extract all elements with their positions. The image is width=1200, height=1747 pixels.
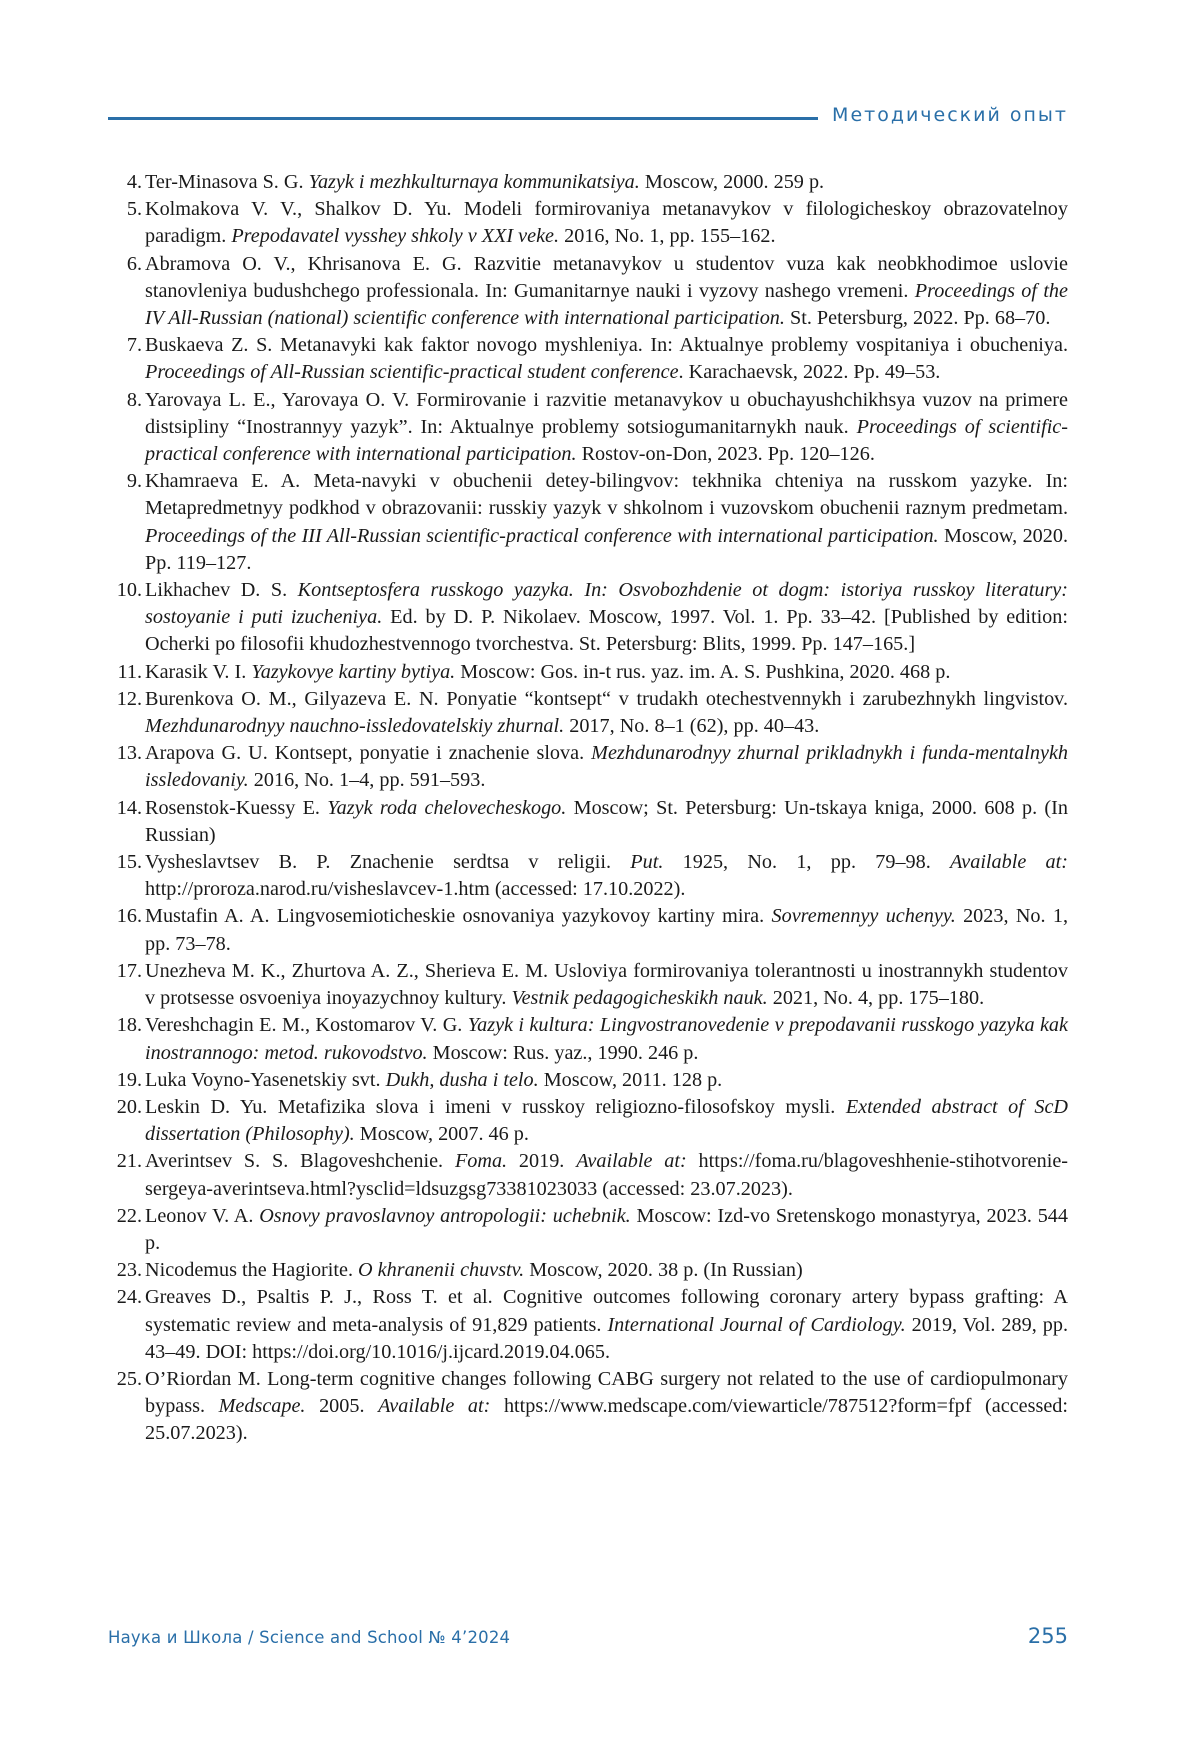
reference-segment: Moscow, 2020. 38 p. (In Russian)	[524, 1259, 803, 1282]
reference-segment: Luka Voyno-Yasenetskiy svt.	[145, 1068, 386, 1091]
reference-segment: Likhachev D. S.	[145, 579, 298, 602]
reference-item	[108, 1094, 1068, 1148]
reference-number: 13.	[116, 742, 142, 765]
reference-text	[145, 1096, 1068, 1145]
reference-number: 8.	[126, 388, 142, 411]
reference-text	[145, 1368, 1068, 1444]
reference-number: 14.	[116, 796, 142, 819]
reference-italic-segment: Foma.	[454, 1150, 508, 1173]
footer-journal-title: Наука и Школа / Science and School № 4’2024	[108, 1628, 511, 1647]
reference-text	[145, 742, 1068, 791]
reference-italic-segment: Vestnik pedagogicheskikh nauk.	[511, 987, 768, 1010]
reference-item	[108, 1148, 1068, 1202]
reference-segment: St. Petersburg, 2022. Pp. 68–70.	[784, 307, 1051, 330]
reference-segment: Buskaeva Z. S. Metanavyki kak faktor novogo myshleniya. In: Aktualnye problemy vospitaniya i obucheniya.	[145, 334, 1068, 357]
reference-segment: http://proroza.narod.ru/visheslavcev-1.htm (accessed: 17.10.2022).	[145, 878, 686, 901]
reference-text	[145, 688, 1068, 737]
reference-item	[108, 332, 1068, 386]
reference-segment: Ed. by D. P. Nikolaev. Moscow, 1997. Vol. 1. Pp. 33–42. [Published by edition: Ocherki po filosofii khudozhestvennogo tvorchestva. St. Petersburg: Blits, 1999. Pp. 147–165.]	[145, 606, 1068, 656]
page-number: 255	[1027, 1624, 1068, 1648]
reference-number: 23.	[116, 1259, 142, 1282]
reference-italic-segment: International Journal of Cardiology.	[607, 1313, 906, 1336]
reference-number: 24.	[116, 1286, 142, 1309]
reference-italic-segment: Proceedings of the III All-Russian scientific-practical conference with international participation.	[145, 524, 939, 547]
reference-item	[108, 468, 1068, 577]
reference-italic-segment: Yazykovye kartiny bytiya.	[251, 660, 456, 683]
reference-segment: Moscow, 2020. Pp. 119–127.	[145, 524, 1068, 574]
reference-item	[108, 169, 1068, 196]
reference-number: 19.	[116, 1068, 142, 1091]
reference-number: 7.	[126, 334, 142, 357]
reference-segment: Moscow, 2007. 46 p.	[354, 1123, 529, 1146]
reference-text	[145, 797, 1068, 846]
reference-italic-segment: Available at:	[378, 1395, 491, 1418]
reference-text	[145, 198, 1068, 247]
reference-segment: Rosenstok-Kuessy E.	[145, 796, 328, 819]
reference-segment: Moscow, 2000. 259 p.	[639, 171, 825, 193]
reference-text	[145, 171, 824, 193]
reference-item	[108, 387, 1068, 469]
reference-italic-segment: Proceedings of scientific-practical conference with international participation.	[145, 415, 1068, 466]
reference-item	[108, 686, 1068, 740]
reference-text	[145, 1286, 1068, 1362]
reference-number: 17.	[116, 959, 142, 982]
reference-text	[145, 960, 1068, 1009]
reference-segment: 2005.	[305, 1395, 379, 1418]
reference-text	[145, 470, 1068, 574]
reference-segment: Yarovaya L. E., Yarovaya O. V. Formirovanie i razvitie metanavykov u obuchayushchikhsya vuzov na primere distsipliny “Inostrannyy yazyk”. In: Aktualnye problemy sotsiogumanitarnykh nauk.	[145, 388, 1068, 438]
reference-item	[108, 958, 1068, 1012]
reference-text	[145, 1014, 1068, 1063]
reference-number: 9.	[126, 470, 142, 493]
reference-number: 22.	[116, 1204, 142, 1227]
reference-segment: Ter-Minasova S. G.	[145, 171, 309, 193]
reference-segment: 2019.	[507, 1150, 577, 1173]
reference-italic-segment: Available at:	[576, 1150, 687, 1173]
reference-segment: Averintsev S. S. Blagoveshchenie.	[145, 1150, 455, 1173]
reference-segment: Khamraeva E. A. Meta-navyki v obuchenii detey-bilingvov: tekhnika chteniya na russkom yazyke. In: Metapredmetnyy podkhod v obrazovanii: russkiy yazyk v shkolnom i vuzovskom obuchenii raznym predmetam.	[145, 470, 1068, 520]
reference-segment: Moscow: Gos. in-t rus. yaz. im. A. S. Pushkina, 2020. 468 p.	[455, 660, 951, 683]
reference-segment: . Karachaevsk, 2022. Pp. 49–53.	[678, 361, 941, 384]
reference-text	[145, 851, 1068, 900]
reference-item	[108, 1284, 1068, 1366]
reference-italic-segment: Mezhdunarodnyy nauchno-issledovatelskiy zhurnal.	[145, 715, 565, 738]
reference-italic-segment: Kontseptosfera russkogo yazyka. In: Osvobozhdenie ot dogm: istoriya russkoy literatury: sostoyanie i puti izucheniya.	[145, 579, 1068, 629]
reference-segment: Moscow; St. Petersburg: Un-tskaya kniga, 2000. 608 p. (In Russian)	[145, 796, 1068, 846]
reference-text	[145, 905, 1068, 954]
reference-item	[108, 251, 1068, 333]
reference-segment: 2017, No. 8–1 (62), pp. 40–43.	[564, 715, 820, 738]
reference-segment: https://www.medscape.com/viewarticle/787512?form=fpf (accessed: 25.07.2023).	[145, 1395, 1068, 1445]
reference-segment: 2016, No. 1–4, pp. 591–593.	[248, 769, 486, 792]
reference-italic-segment: Sovremennyy uchenyy.	[771, 905, 956, 928]
reference-segment: Greaves D., Psaltis P. J., Ross T. et al. Cognitive outcomes following coronary artery bypass grafting: A systematic review and meta-analysis of 91,829 patients.	[145, 1286, 1068, 1336]
reference-number: 15.	[116, 851, 142, 874]
reference-italic-segment: Put.	[630, 851, 664, 874]
reference-number: 21.	[116, 1150, 142, 1173]
reference-segment: https://foma.ru/blagoveshhenie-stihotvorenie-sergeya-averintseva.html?ysclid=ldsuzgsg73381023033 (accessed: 23.07.2023).	[145, 1150, 1069, 1200]
reference-segment: 2021, No. 4, pp. 175–180.	[767, 987, 985, 1010]
reference-italic-segment: Yazyk roda chelovecheskogo.	[327, 796, 567, 819]
reference-text	[145, 334, 1068, 383]
reference-text	[145, 661, 950, 683]
reference-segment: Nicodemus the Hagiorite.	[145, 1259, 359, 1282]
reference-segment: Leonov V. A.	[145, 1204, 260, 1227]
reference-segment: 1925, No. 1, pp. 79–98.	[663, 851, 951, 874]
reference-italic-segment: Extended abstract of ScD dissertation (Philosophy).	[145, 1095, 1068, 1146]
reference-list	[108, 169, 1068, 1448]
reference-segment: 2023, No. 1, pp. 73–78.	[145, 905, 1069, 955]
reference-italic-segment: Dukh, dusha i telo.	[385, 1068, 539, 1091]
reference-number: 6.	[126, 252, 142, 275]
reference-number: 20.	[116, 1095, 142, 1118]
reference-item	[108, 795, 1068, 849]
reference-segment: Karasik V. I.	[145, 660, 252, 683]
reference-segment: Arapova G. U. Kontsept, ponyatie i znachenie slova.	[145, 742, 592, 765]
reference-segment: 2019, Vol. 289, pp. 43–49. DOI: https://doi.org/10.1016/j.ijcard.2019.04.065.	[145, 1313, 1068, 1363]
reference-italic-segment: Yazyk i kultura: Lingvostranovedenie v prepodavanii russkogo yazyka kak inostrannogo: metod. rukovodstvo.	[145, 1014, 1068, 1064]
reference-item	[108, 196, 1068, 250]
reference-segment: Moscow: Izd-vo Sretenskogo monastyrya, 2023. 544 p.	[145, 1204, 1068, 1254]
reference-item	[108, 1203, 1068, 1257]
reference-number: 10.	[116, 579, 142, 602]
reference-segment: 2016, No. 1, pp. 155–162.	[559, 225, 776, 248]
reference-item	[108, 1012, 1068, 1066]
reference-segment: Burenkova O. M., Gilyazeva E. N. Ponyatie “kontsept“ v trudakh otechestvennykh i zarubezhnykh lingvistov.	[145, 687, 1068, 710]
reference-italic-segment: O khranenii chuvstv.	[358, 1259, 525, 1282]
reference-segment: Leskin D. Yu. Metafizika slova i imeni v russkoy religiozno-filosofskoy mysli.	[145, 1095, 846, 1118]
reference-text	[145, 579, 1068, 655]
reference-italic-segment: Medscape.	[218, 1395, 306, 1418]
reference-number: 5.	[126, 198, 142, 221]
reference-text	[145, 1205, 1068, 1254]
reference-number: 16.	[116, 905, 142, 928]
reference-item	[108, 1067, 1068, 1094]
reference-item	[108, 1366, 1068, 1448]
reference-segment: Moscow: Rus. yaz., 1990. 246 p.	[427, 1041, 699, 1064]
reference-segment: Kolmakova V. V., Shalkov D. Yu. Modeli formirovaniya metanavykov v filologicheskoy obrazovatelnoy paradigm.	[145, 198, 1068, 248]
reference-segment: Rostov-on-Don, 2023. Pp. 120–126.	[576, 443, 875, 466]
reference-text	[145, 1069, 722, 1091]
reference-item	[108, 577, 1068, 659]
section-title: Методический опыт	[832, 104, 1068, 126]
reference-item	[108, 740, 1068, 794]
reference-italic-segment: Yazyk i mezhkulturnaya kommunikatsiya.	[308, 171, 640, 193]
reference-italic-segment: Prepodavatel vysshey shkoly v XXI veke.	[231, 225, 560, 248]
reference-number: 11.	[117, 660, 142, 683]
reference-segment: Vereshchagin E. M., Kostomarov V. G.	[145, 1014, 468, 1037]
reference-italic-segment: Proceedings of the IV All-Russian (national) scientific conference with international participation.	[145, 279, 1068, 330]
reference-item	[108, 849, 1068, 903]
reference-number: 12.	[116, 687, 142, 710]
reference-italic-segment: Mezhdunarodnyy zhurnal prikladnykh i funda-mentalnykh issledovaniy.	[145, 742, 1068, 792]
reference-segment: O’Riordan M. Long-term cognitive changes following CABG surgery not related to the use of cardiopulmonary bypass.	[145, 1367, 1068, 1418]
reference-text	[145, 253, 1068, 329]
reference-segment: Vysheslavtsev B. P. Znachenie serdtsa v religii.	[145, 851, 631, 874]
reference-number: 18.	[116, 1014, 142, 1037]
reference-italic-segment: Proceedings of All-Russian scientific-practical student conference	[145, 361, 679, 384]
reference-item	[108, 903, 1068, 957]
reference-segment: Unezheva M. K., Zhurtova A. Z., Sherieva E. M. Usloviya formirovaniya tolerantnosti u inostrannykh studentov v protsesse osvoeniya inoyazychnoy kultury.	[145, 959, 1068, 1010]
reference-number: 4.	[126, 171, 142, 193]
reference-segment: Moscow, 2011. 128 p.	[538, 1068, 723, 1091]
reference-italic-segment: Osnovy pravoslavnoy antropologii: uchebnik.	[259, 1204, 631, 1227]
reference-italic-segment: Available at:	[950, 851, 1068, 874]
reference-text	[145, 389, 1068, 465]
reference-text	[145, 1150, 1068, 1199]
reference-segment: Mustafin A. A. Lingvosemioticheskie osnovaniya yazykovoy kartiny mira.	[145, 905, 772, 928]
reference-item	[108, 659, 1068, 686]
reference-item	[108, 1257, 1068, 1284]
header-rule	[108, 117, 818, 120]
reference-segment: Abramova O. V., Khrisanova E. G. Razvitie metanavykov u studentov vuza kak neobkhodimoe uslovie stanovleniya budushchego professionala. In: Gumanitarnye nauki i vyzovy nashego vremeni.	[145, 252, 1068, 302]
reference-number: 25.	[116, 1367, 142, 1390]
reference-text	[145, 1259, 803, 1281]
